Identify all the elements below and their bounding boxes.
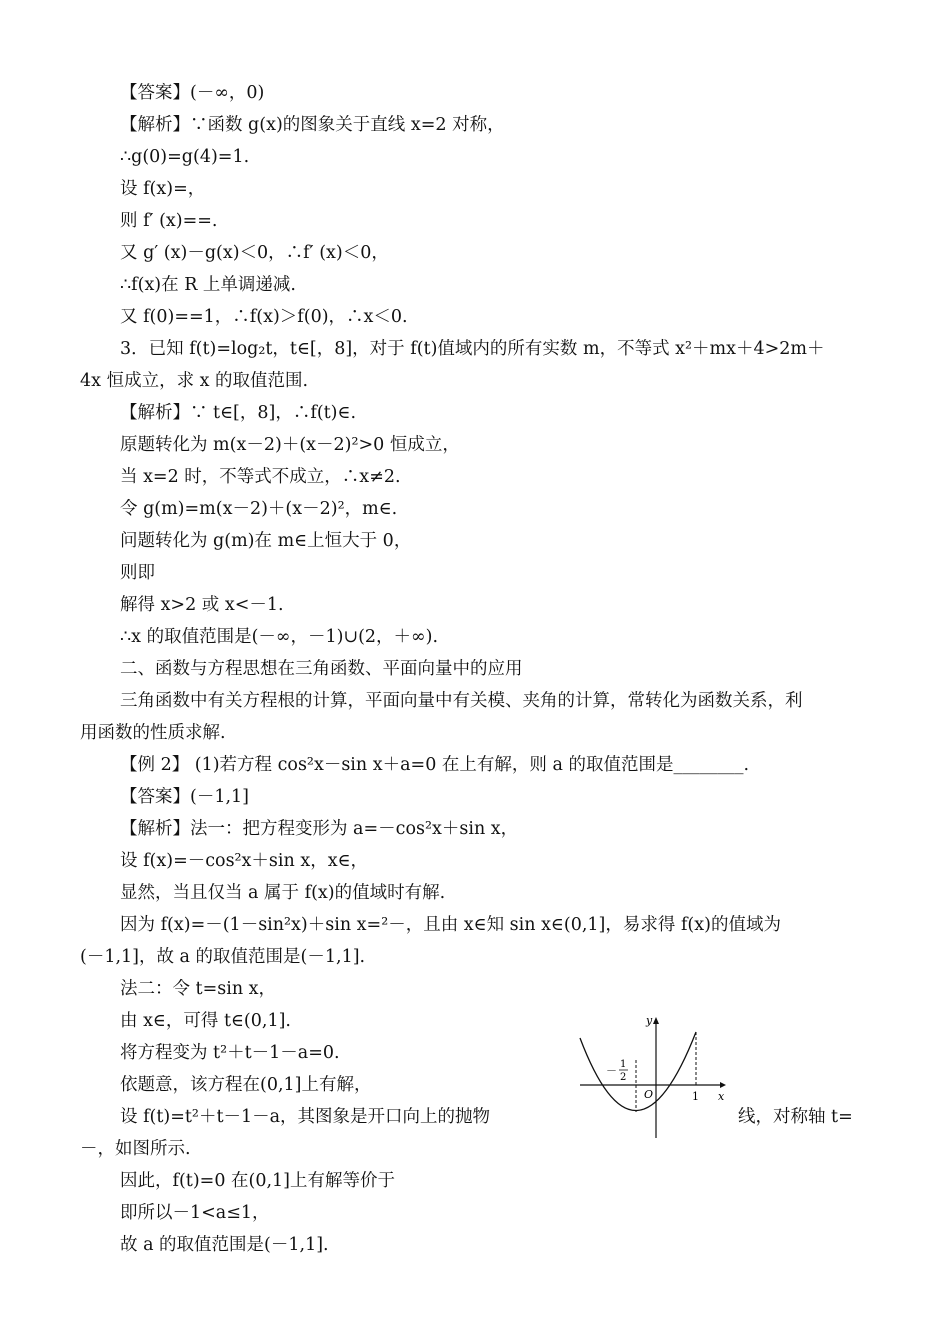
text-line: ∴g(0)=g(4)=1. [120,147,250,167]
x-axis-label: x [718,1090,725,1103]
text-line: ∴x 的取值范围是(－∞，－1)∪(2，＋∞). [120,627,439,647]
x-axis-arrow [720,1082,726,1088]
text-line: 显然，当且仅当 a 属于 f(x)的值域时有解. [120,883,446,903]
parabola-figure [572,1010,732,1140]
text-line: ∴f(x)在 R 上单调递减. [120,275,296,295]
text-line: 由 x∈，可得 t∈(0,1]. [120,1011,291,1031]
text-line: 线，对称轴 t= [738,1107,853,1127]
text-line: (－1,1]，故 a 的取值范围是(－1,1]. [80,947,366,967]
text-line: 令 g(m)=m(x－2)＋(x－2)²，m∈. [120,499,398,519]
paragraph-line: 用函数的性质求解. [80,723,226,743]
problem-3-line: 3．已知 f(t)=log₂t，t∈[，8]，对于 f(t)值域内的所有实数 m，不等式 x²＋mx＋4>2m＋ [120,339,825,359]
neg-half-minus: － [606,1064,617,1077]
text-line: 故 a 的取值范围是(－1,1]. [120,1235,329,1255]
parabola-curve [580,1032,696,1111]
analysis-line: 【解析】法一：把方程变形为 a=－cos²x＋sin x， [120,819,519,839]
text-line: 因为 f(x)=－(1－sin²x)＋sin x=²－，且由 x∈知 sin x∈(0,1]，易求得 f(x)的值域为 [120,915,781,935]
y-axis-label: y [646,1014,653,1027]
section-heading: 二、函数与方程思想在三角函数、平面向量中的应用 [120,659,523,679]
text-line: 设 f(x)=－cos²x＋sin x，x∈， [120,851,369,871]
text-line: 原题转化为 m(x－2)＋(x－2)²>0 恒成立， [120,435,460,455]
text-line: 解得 x>2 或 x<－1. [120,595,284,615]
text-line: －，如图所示. [80,1139,191,1159]
neg-half-numerator: 1 [620,1059,627,1070]
y-axis-arrow [653,1017,659,1024]
paragraph-line: 三角函数中有关方程根的计算，平面向量中有关模、夹角的计算，常转化为函数关系，利 [120,691,803,711]
text-line: 则 f′ (x)==. [120,211,218,231]
neg-half-denominator: 2 [620,1072,627,1083]
analysis-line: 【解析】∵ t∈[，8]，∴f(t)∈. [120,403,357,423]
text-line: 因此，f(t)=0 在(0,1]上有解等价于 [120,1171,396,1191]
text-line: 问题转化为 g(m)在 m∈上恒大于 0， [120,531,412,551]
text-line: 法二：令 t=sin x， [120,979,277,999]
text-line: 即所以－1<a≤1， [120,1203,270,1223]
text-line: 又 f(0)==1，∴f(x)＞f(0)，∴x＜0. [120,307,408,327]
problem-3-line: 4x 恒成立，求 x 的取值范围. [80,371,309,391]
answer-line: 【答案】(－∞，0) [120,83,265,103]
text-line: 设 f(x)=， [120,179,206,199]
origin-label: O [644,1088,654,1101]
example-2-line: 【例 2】 (1)若方程 cos²x－sin x＋a=0 在上有解，则 a 的取值范围是________. [120,755,750,775]
answer-line: 【答案】(－1,1] [120,787,249,807]
text-line: 当 x=2 时，不等式不成立，∴x≠2. [120,467,401,487]
one-tick-label: 1 [692,1090,699,1103]
parabola-graph [572,1010,732,1140]
text-line: 将方程变为 t²＋t－1－a=0. [120,1043,340,1063]
text-line: 又 g′ (x)－g(x)＜0，∴f′ (x)＜0， [120,243,389,263]
analysis-line: 【解析】∵函数 g(x)的图象关于直线 x=2 对称， [120,115,505,135]
text-line: 则即 [120,563,155,583]
text-line: 设 f(t)=t²＋t－1－a，其图象是开口向上的抛物 [120,1107,491,1127]
text-line: 依题意，该方程在(0,1]上有解， [120,1075,372,1095]
